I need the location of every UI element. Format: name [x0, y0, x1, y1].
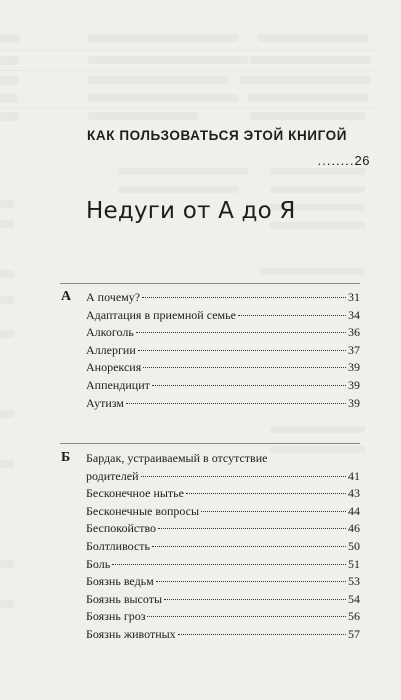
entry-page: 57 — [348, 626, 360, 641]
entry-page: 54 — [348, 591, 360, 606]
entry-title: Адаптация в приемной семье — [86, 307, 236, 322]
entry-title: Бесконечные вопросы — [86, 503, 200, 518]
dot-leader — [238, 315, 346, 316]
toc-entry — [86, 289, 360, 307]
toc-group-b — [86, 450, 360, 644]
toc-entry — [86, 573, 360, 591]
page-number: 26 — [354, 153, 370, 168]
dot-leader — [156, 581, 346, 582]
entry-title: Боязнь ведьм — [86, 574, 154, 589]
toc-entry — [86, 608, 360, 626]
entry-title: Боязнь высоты — [86, 591, 163, 606]
toc-entry — [86, 324, 360, 342]
toc-entry — [86, 342, 360, 360]
group-letter: А — [61, 289, 72, 304]
entry-page: 39 — [348, 360, 360, 375]
entry-title-line-1: Бардак, устраиваемый в отсутствие — [86, 451, 268, 465]
entry-page: 43 — [348, 486, 360, 501]
section-title: Недуги от А до Я — [86, 198, 296, 224]
entry-title: А почему? — [86, 290, 141, 304]
entry-page: 39 — [348, 377, 360, 392]
entry-page: 39 — [348, 395, 360, 410]
entry-title: Беспокойство — [86, 521, 157, 536]
entry-title-line-2: родителей — [86, 468, 139, 483]
entry-page: 51 — [348, 556, 360, 571]
entry-title: Боязнь животных — [86, 626, 176, 641]
how-to-use-heading: КАК ПОЛЬЗОВАТЬСЯ ЭТОЙ КНИГОЙ — [87, 128, 348, 143]
entry-title: Алкоголь — [86, 325, 134, 340]
divider — [60, 443, 360, 444]
dot-leader — [201, 511, 346, 512]
dot-leader — [178, 634, 346, 635]
dot-leader — [147, 616, 346, 617]
entry-page: 44 — [348, 503, 360, 518]
dot-leader — [158, 528, 346, 529]
entry-title: Аллергии — [86, 342, 136, 357]
entry-page: 37 — [348, 342, 360, 357]
dot-leader — [143, 367, 346, 368]
group-letter: Б — [61, 450, 71, 465]
entry-title: Боль — [86, 556, 111, 571]
divider — [60, 283, 360, 284]
entry-title: Аутизм — [86, 395, 124, 410]
toc-entry — [86, 591, 360, 609]
entry-page: 53 — [348, 574, 360, 589]
toc-entry — [86, 395, 360, 413]
entry-page: 46 — [348, 521, 360, 536]
entry-title: Боязнь гроз — [86, 609, 146, 624]
entry-title: Аппендицит — [86, 377, 150, 392]
dot-leader — [136, 332, 346, 333]
toc-entry — [86, 626, 360, 644]
toc-entry — [86, 450, 360, 485]
toc-entry — [86, 359, 360, 377]
dot-leader: ........ — [317, 153, 355, 168]
dot-leader — [138, 350, 346, 351]
how-to-use-page-ref — [300, 153, 370, 168]
dot-leader — [112, 564, 346, 565]
dot-leader — [126, 403, 346, 404]
toc-entry — [86, 503, 360, 521]
toc-entry — [86, 485, 360, 503]
toc-entry — [86, 307, 360, 325]
entry-title: Бесконечное нытье — [86, 486, 184, 501]
entry-page: 31 — [348, 290, 360, 304]
dot-leader — [142, 297, 346, 298]
entry-title: Болтливость — [86, 538, 151, 553]
toc-entry — [86, 538, 360, 556]
entry-page: 56 — [348, 609, 360, 624]
toc-entry — [86, 520, 360, 538]
entry-page: 50 — [348, 538, 360, 553]
entry-page: 36 — [348, 325, 360, 340]
dot-leader — [141, 476, 347, 477]
entry-page: 41 — [348, 468, 360, 483]
dot-leader — [152, 385, 346, 386]
toc-entry — [86, 556, 360, 574]
dot-leader — [152, 546, 346, 547]
toc-entry — [86, 377, 360, 395]
dot-leader — [164, 599, 346, 600]
toc-group-a — [86, 289, 360, 412]
entry-title: Анорексия — [86, 360, 142, 375]
entry-page: 34 — [348, 307, 360, 322]
dot-leader — [186, 493, 346, 494]
